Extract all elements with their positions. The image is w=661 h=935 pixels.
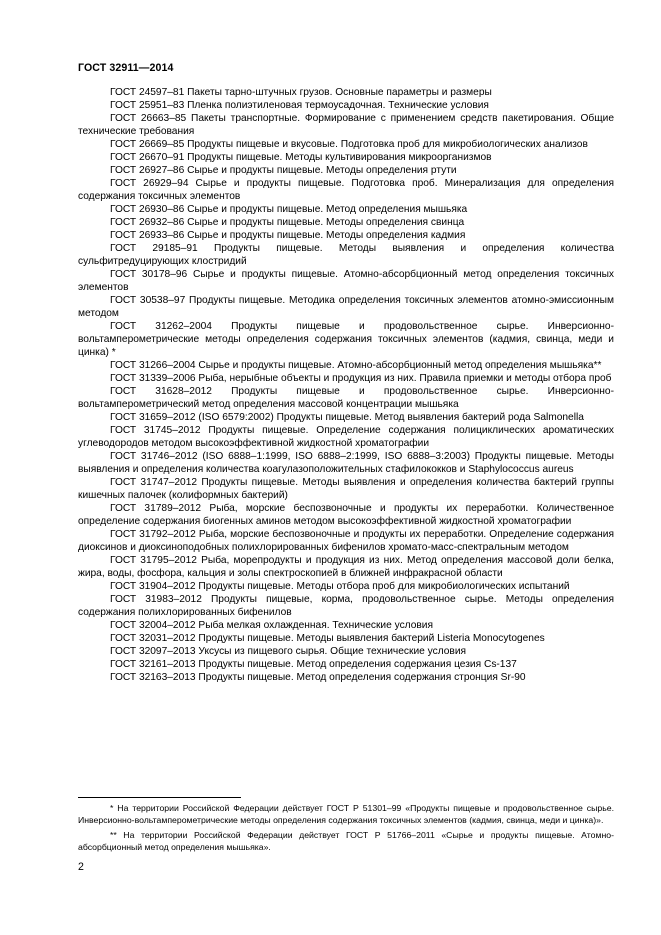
reference-item: ГОСТ 31795–2012 Рыба, морепродукты и продукция из них. Метод определения массовой доли белка, жира, воды, фосфора, кальция и золы спектроскопией в ближней инфракрасной области bbox=[78, 555, 614, 579]
page-number: 2 bbox=[78, 861, 84, 873]
reference-item: ГОСТ 32097–2013 Уксусы из пищевого сырья. Общие технические условия bbox=[110, 646, 467, 657]
reference-item: ГОСТ 31904–2012 Продукты пищевые. Методы отбора проб для микробиологических испытаний bbox=[110, 581, 570, 592]
reference-item: ГОСТ 26930–86 Сырье и продукты пищевые. Метод определения мышьяка bbox=[110, 204, 468, 215]
reference-item: ГОСТ 32004–2012 Рыба мелкая охлажденная. Технические условия bbox=[110, 620, 434, 631]
reference-item: ГОСТ 31628–2012 Продукты пищевые и продовольственное сырье. Инверсионно-вольтамперометрический метод определения массовой концентрации мышьяка bbox=[78, 386, 614, 410]
reference-item: ГОСТ 26927–86 Сырье и продукты пищевые. Методы определения ртути bbox=[110, 165, 457, 176]
reference-item: ГОСТ 31983–2012 Продукты пищевые, корма, продовольственное сырье. Методы определения содержания полихлорированных бифенилов bbox=[78, 594, 614, 618]
reference-item: ГОСТ 26929–94 Сырье и продукты пищевые. Подготовка проб. Минерализация для определения содержания токсичных элементов bbox=[78, 178, 614, 202]
reference-item: ГОСТ 31659–2012 (ISO 6579:2002) Продукты пищевые. Метод выявления бактерий рода Salmonella bbox=[110, 412, 584, 423]
reference-item: ГОСТ 31746–2012 (ISO 6888–1:1999, ISO 6888–2:1999, ISO 6888–3:2003) Продукты пищевые. Методы выявления и определения количества коагулазоположительных стафилококков и Staphylococcus aureus bbox=[78, 451, 614, 475]
reference-item: ГОСТ 31262–2004 Продукты пищевые и продовольственное сырье. Инверсионно-вольтамперометрические методы определения содержания токсичных элементов (кадмия, свинца, меди и цинка) * bbox=[78, 321, 614, 358]
reference-item: ГОСТ 31789–2012 Рыба, морские беспозвоночные и продукты их переработки. Количественное определение содержания биогенных аминов методом высокоэффективной жидкостной хроматографии bbox=[78, 503, 614, 527]
reference-item: ГОСТ 30178–96 Сырье и продукты пищевые. Атомно-абсорбционный метод определения токсичных элементов bbox=[78, 269, 614, 293]
normative-references bbox=[78, 86, 614, 684]
reference-item: ГОСТ 26932–86 Сырье и продукты пищевые. Методы определения свинца bbox=[110, 217, 465, 228]
reference-item: ГОСТ 31266–2004 Сырье и продукты пищевые. Атомно-абсорбционный метод определения мышьяка** bbox=[110, 360, 602, 371]
reference-item: ГОСТ 24597–81 Пакеты тарно-штучных грузов. Основные параметры и размеры bbox=[110, 87, 492, 98]
reference-item: ГОСТ 31745–2012 Продукты пищевые. Определение содержания полициклических ароматических углеводородов методом высокоэффективной жидкостной хроматографии bbox=[78, 425, 614, 449]
reference-item: ГОСТ 26670–91 Продукты пищевые. Методы культивирования микроорганизмов bbox=[110, 152, 492, 163]
reference-item: ГОСТ 26933–86 Сырье и продукты пищевые. Методы определения кадмия bbox=[110, 230, 466, 241]
document-header: ГОСТ 32911—2014 bbox=[78, 62, 174, 74]
reference-item: ГОСТ 32031–2012 Продукты пищевые. Методы выявления бактерий Listeria Monocytogenes bbox=[110, 633, 545, 644]
reference-item: ГОСТ 31792–2012 Рыба, морские беспозвоночные и продукты их переработки. Определение содержания диоксинов и диоксиноподобных полихлорированных бифенилов хромато-масс-спектральным методом bbox=[78, 529, 614, 553]
footnote-item: * На территории Российской Федерации действует ГОСТ Р 51301–99 «Продукты пищевые и продовольственное сырье. Инверсионно-вольтамперометрические методы определения содержания токсичных элементов (кадмия, свинца, меди и цинка)». bbox=[78, 803, 614, 825]
reference-item: ГОСТ 26663–85 Пакеты транспортные. Формирование с применением средств пакетирования. Общие технические требования bbox=[78, 113, 614, 137]
reference-item: ГОСТ 25951–83 Пленка полиэтиленовая термоусадочная. Технические условия bbox=[110, 100, 489, 111]
footnote-item: ** На территории Российской Федерации действует ГОСТ Р 51766–2011 «Сырье и продукты пищевые. Атомно-абсорбционный метод определения мышьяка». bbox=[78, 830, 614, 852]
reference-item: ГОСТ 32163–2013 Продукты пищевые. Метод определения содержания стронция Sr-90 bbox=[110, 672, 526, 683]
reference-item: ГОСТ 30538–97 Продукты пищевые. Методика определения токсичных элементов атомно-эмиссионным методом bbox=[78, 295, 614, 319]
footnote-divider bbox=[78, 797, 241, 798]
reference-item: ГОСТ 31339–2006 Рыба, нерыбные объекты и продукция из них. Правила приемки и методы отбора проб bbox=[110, 373, 612, 384]
footnotes bbox=[78, 803, 614, 853]
reference-item: ГОСТ 26669–85 Продукты пищевые и вкусовые. Подготовка проб для микробиологических анализов bbox=[110, 139, 588, 150]
reference-item: ГОСТ 32161–2013 Продукты пищевые. Метод определения содержания цезия Cs-137 bbox=[110, 659, 517, 670]
reference-item: ГОСТ 29185–91 Продукты пищевые. Методы выявления и определения количества сульфитредуцирующих клостридий bbox=[78, 243, 614, 267]
reference-item: ГОСТ 31747–2012 Продукты пищевые. Методы выявления и определения количества бактерий группы кишечных палочек (колиформных бактерий) bbox=[78, 477, 614, 501]
